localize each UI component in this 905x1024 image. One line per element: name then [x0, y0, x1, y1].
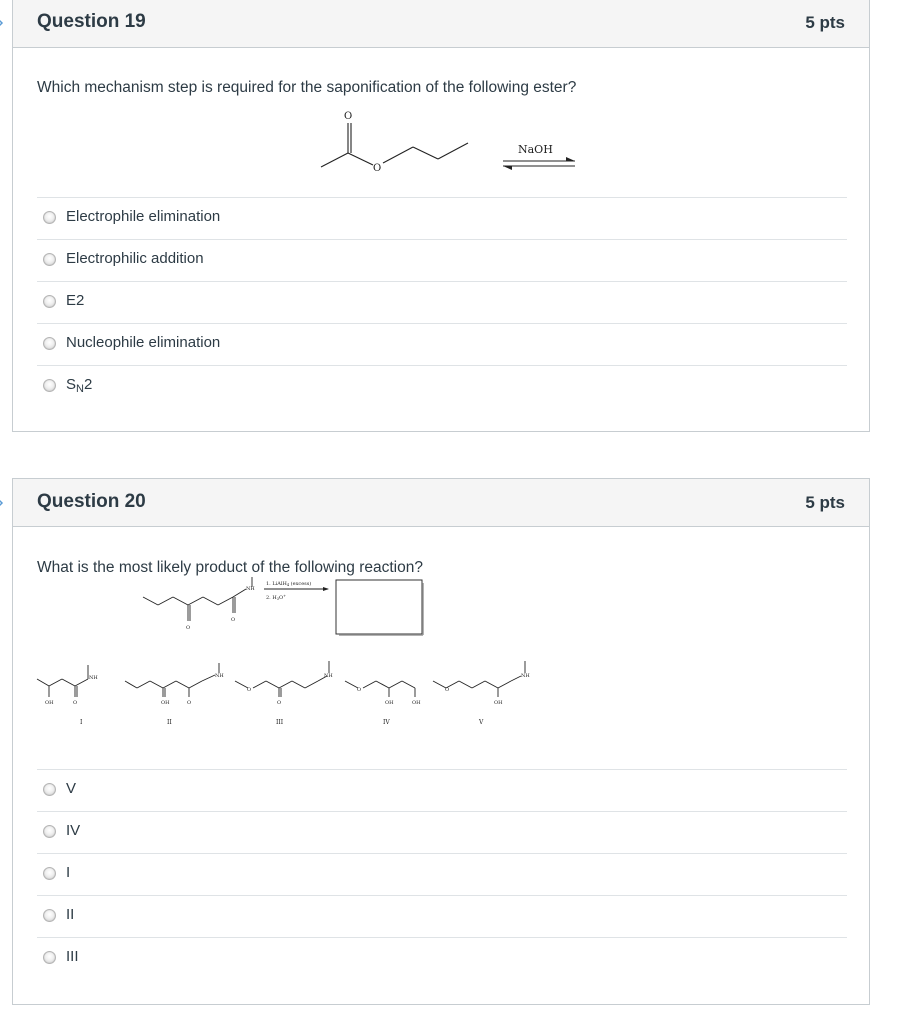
svg-text:O: O	[445, 687, 450, 693]
answer-label[interactable]: Nucleophile elimination	[66, 334, 221, 351]
radio-button[interactable]	[43, 909, 56, 922]
answer-option[interactable]	[37, 853, 847, 895]
question-19-title: Question 19	[37, 11, 146, 32]
radio-button[interactable]	[43, 337, 56, 350]
answer-option[interactable]	[37, 239, 847, 281]
answer-label[interactable]: I	[66, 864, 71, 881]
answer-label[interactable]: V	[66, 780, 77, 797]
radio-button[interactable]	[43, 295, 56, 308]
radio-button[interactable]	[43, 379, 56, 392]
svg-text:O: O	[73, 700, 78, 706]
svg-text:O: O	[247, 687, 252, 693]
question-19-prompt: Which mechanism step is required for the saponification of the following ester?	[37, 79, 577, 96]
ester-structure-drawing	[313, 107, 583, 177]
question-20-points: 5 pts	[805, 493, 845, 512]
sn2-tail: 2	[83, 376, 93, 393]
reagent-naoh: NaOH	[518, 143, 553, 156]
radio-button[interactable]	[43, 867, 56, 880]
answer-option[interactable]	[37, 281, 847, 323]
question-19-header	[13, 0, 869, 48]
answer-label[interactable]: II	[66, 906, 75, 923]
svg-text:OH: OH	[385, 700, 394, 706]
answer-option[interactable]	[37, 895, 847, 937]
answer-label[interactable]: E2	[66, 292, 85, 309]
answer-label-sn2[interactable]	[66, 376, 92, 395]
svg-text:NH: NH	[215, 673, 224, 679]
question-20-prompt: What is the most likely product of the following reaction?	[37, 559, 423, 576]
question-20-header	[13, 479, 869, 527]
product-iv	[345, 681, 421, 726]
product-i	[37, 665, 98, 726]
option-label-iii: III	[276, 719, 284, 726]
svg-text:OH: OH	[494, 700, 503, 706]
amide-o-label-1: O	[186, 625, 191, 631]
option-label-ii: II	[167, 719, 172, 726]
product-ii	[125, 663, 224, 726]
question-19-answers	[37, 197, 847, 407]
amide-reaction-drawing	[138, 577, 428, 639]
ester-oxygen-label: O	[373, 163, 382, 174]
ester-structure	[313, 107, 583, 177]
svg-text:OH: OH	[45, 700, 54, 706]
svg-text:NH: NH	[324, 673, 333, 679]
question-20-card	[12, 478, 870, 1005]
answer-label[interactable]: Electrophilic addition	[66, 250, 204, 267]
product-options-drawing	[35, 659, 535, 749]
svg-text:NH: NH	[89, 675, 98, 681]
answer-label[interactable]: IV	[66, 822, 81, 839]
amide-o-label-2: O	[231, 617, 236, 623]
radio-button[interactable]	[43, 783, 56, 796]
question-20-marker-icon	[0, 497, 4, 509]
question-19-marker-icon	[0, 17, 4, 29]
question-20-title: Question 20	[37, 491, 146, 512]
product-iii	[235, 661, 333, 726]
question-20-answers	[37, 769, 847, 979]
sn2-s: S	[66, 376, 77, 393]
product-options	[35, 659, 535, 749]
amide-nh-label: NH	[246, 586, 255, 592]
svg-text:OH: OH	[161, 700, 170, 706]
answer-option[interactable]	[37, 811, 847, 853]
radio-button[interactable]	[43, 211, 56, 224]
reagent-line-1: 1. LiAlH$_4$ (excess)	[266, 581, 312, 587]
answer-option[interactable]	[37, 365, 847, 407]
carbonyl-oxygen-label: O	[344, 111, 353, 122]
svg-text:NH: NH	[521, 673, 530, 679]
answer-option[interactable]	[37, 197, 847, 239]
question-19-points: 5 pts	[805, 13, 845, 32]
radio-button[interactable]	[43, 253, 56, 266]
svg-text:O: O	[277, 700, 282, 706]
answer-option[interactable]	[37, 323, 847, 365]
question-19-card	[12, 0, 870, 432]
option-label-iv: IV	[383, 719, 390, 726]
radio-button[interactable]	[43, 825, 56, 838]
answer-label[interactable]: III	[66, 948, 79, 965]
radio-button[interactable]	[43, 951, 56, 964]
option-label-i: I	[80, 719, 83, 726]
sn2-subscript: N	[76, 383, 84, 395]
answer-option[interactable]	[37, 769, 847, 811]
answer-label[interactable]: Electrophile elimination	[66, 208, 221, 225]
svg-text:O: O	[357, 687, 362, 693]
option-label-v: V	[479, 719, 484, 726]
answer-option[interactable]	[37, 937, 847, 979]
reagent-line-2: 2. $H_3O^+$	[266, 594, 287, 601]
svg-text:O: O	[187, 700, 192, 706]
amide-reaction	[138, 577, 428, 639]
product-v	[433, 661, 530, 726]
svg-text:OH: OH	[412, 700, 421, 706]
